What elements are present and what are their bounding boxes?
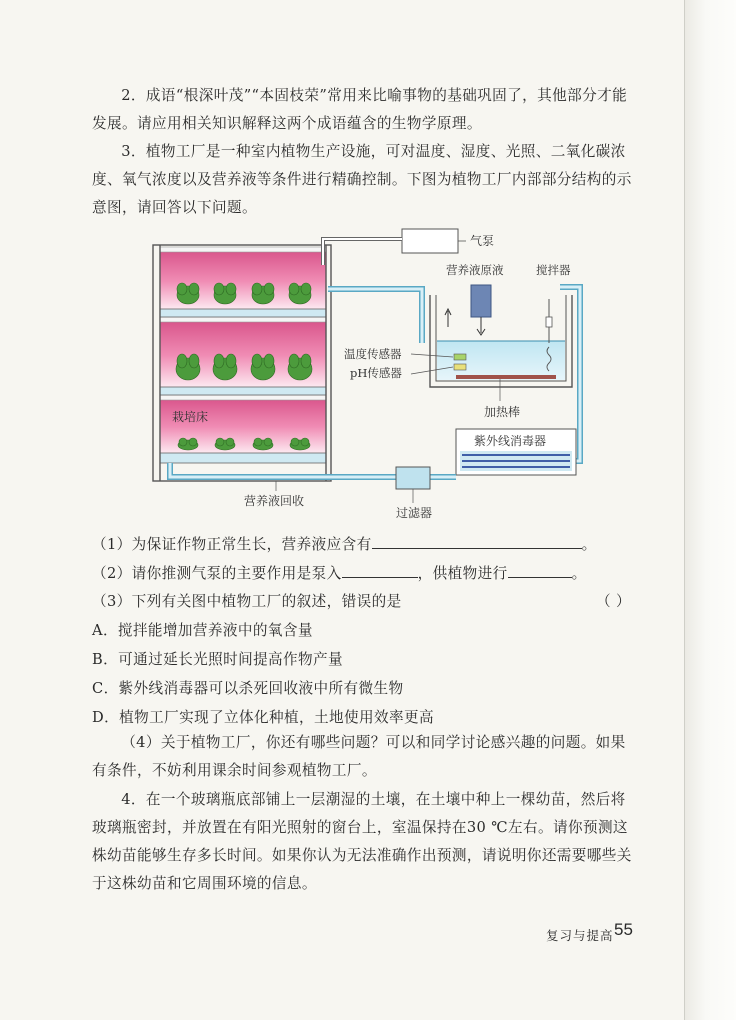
- label-stock: 营养液原液: [446, 263, 504, 277]
- subquestion-1: （1）为保证作物正常生长，营养液应含有 。: [92, 532, 652, 557]
- plant-factory-diagram: [140, 225, 600, 525]
- heater-rod: [456, 375, 556, 379]
- stirrer: [546, 317, 552, 327]
- answer-blank-2b[interactable]: [508, 561, 572, 578]
- book-spine: [684, 0, 736, 1020]
- subquestion-3: （3）下列有关图中植物工厂的叙述，错误的是: [92, 593, 402, 610]
- page-number: 55: [614, 920, 633, 939]
- option-b: B．可通过延长光照时间提高作物产量: [92, 651, 344, 668]
- label-recycle: 营养液回收: [244, 494, 305, 508]
- option-d: D．植物工厂实现了立体化种植，土地使用效率更高: [92, 709, 434, 726]
- label-uv: 紫外线消毒器: [474, 434, 547, 448]
- filter: [396, 467, 430, 489]
- question-4: 4．在一个玻璃瓶底部铺上一层潮湿的土壤，在土壤中种上一棵幼苗，然后将玻璃瓶密封，并放置在有阳光照射的窗台上，室温保持在30 ℃左右。请你预测这株幼苗能够生存多长时间。如果你认为无法准确作出预测，请说明你还需要哪些关于这株幼苗和它周围环境的信息。: [92, 791, 632, 892]
- option-c: C．紫外线消毒器可以杀死回收液中所有微生物: [92, 680, 404, 697]
- footer-title: 复习与提高: [546, 928, 614, 943]
- question-2: 2．成语“根深叶茂”“本固枝荣”常用来比喻事物的基础巩固了，其他部分才能发展。请应用相关知识解释这两个成语蕴含的生物学原理。: [92, 87, 628, 132]
- subquestion-2: （2）请你推测气泵的主要作用是泵入 ，供植物进行 。: [92, 561, 652, 586]
- label-bed: 栽培床: [172, 410, 209, 424]
- answer-paren[interactable]: （ ）: [596, 593, 632, 610]
- option-a: A．搅拌能增加营养液中的氧含量: [92, 622, 313, 639]
- nutrient-stock: [471, 285, 491, 317]
- air-pump: [402, 229, 458, 253]
- label-temp-sensor: 温度传感器: [344, 347, 402, 361]
- label-heater: 加热棒: [484, 405, 521, 419]
- label-ph-sensor: pH传感器: [350, 366, 402, 380]
- answer-blank-2a[interactable]: [342, 561, 418, 578]
- label-stirrer: 搅拌器: [536, 263, 571, 277]
- answer-blank-1[interactable]: [372, 532, 582, 549]
- label-pump: 气泵: [470, 234, 495, 248]
- question-3-intro: 3．植物工厂是一种室内植物生产设施，可对温度、湿度、光照、二氧化碳浓度、氧气浓度以及营养液等条件进行精确控制。下图为植物工厂内部部分结构的示意图，请回答以下问题。: [92, 143, 632, 216]
- subquestion-4: （4）关于植物工厂，你还有哪些问题？可以和同学讨论感兴趣的问题。如果有条件，不妨利用课余时间参观植物工厂。: [92, 734, 626, 779]
- label-filter: 过滤器: [396, 506, 433, 520]
